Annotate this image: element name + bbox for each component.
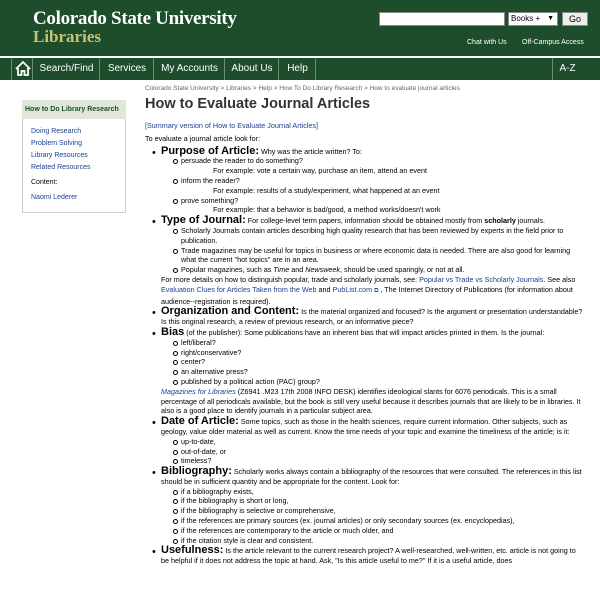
author-link[interactable]: Naomi Lederer bbox=[31, 194, 78, 201]
criterion-organization: • Organization and Content: Is the material organized and focused? Is the argument or presentation understandable? Is this original research, a review of previous research, or an informative piece? bbox=[152, 307, 585, 327]
site-header bbox=[0, 0, 600, 56]
list-item: an alternative press? bbox=[173, 367, 585, 377]
criterion-title: Bias bbox=[161, 325, 185, 338]
list-item: center? bbox=[173, 357, 585, 367]
breadcrumb[interactable]: Colorado State University > Libraries > Help > How To Do Library Research > How to evaluate journal articles bbox=[145, 85, 460, 92]
main-content bbox=[145, 119, 585, 567]
magazines-for-libraries-link[interactable]: Magazines for Libraries bbox=[161, 386, 236, 396]
sidebar bbox=[22, 100, 126, 560]
criterion-title: Purpose of Article: bbox=[161, 144, 259, 157]
list-item: if the citation style is clear and consistent. bbox=[173, 536, 585, 546]
university-logo[interactable]: Colorado State University bbox=[33, 8, 237, 29]
list-item: if a bibliography exists, bbox=[173, 487, 585, 497]
nav-help[interactable]: Help bbox=[280, 58, 316, 80]
criterion-title: Organization and Content: bbox=[161, 305, 300, 318]
criterion-title: Bibliography: bbox=[161, 465, 232, 478]
external-link-icon: ⧉ bbox=[374, 287, 379, 294]
list-item: if the bibliography is selective or comprehensive, bbox=[173, 506, 585, 516]
nav-about-us[interactable]: About Us bbox=[226, 58, 279, 80]
criterion-title: Date of Article: bbox=[161, 415, 239, 428]
list-item: published by a political action (PAC) group? bbox=[173, 377, 585, 387]
list-item: out-of-date, or bbox=[173, 447, 585, 457]
nav-services[interactable]: Services bbox=[101, 58, 154, 80]
off-campus-link[interactable]: Off-Campus Access bbox=[522, 39, 584, 46]
list-item: right/conservative? bbox=[173, 348, 585, 358]
criterion-type: • Type of Journal: For college-level term papers, information should be obtained mostly from scholarly journals. Scholarly Journals contain articles describing high quality research that has been reviewed by experts in the field prior to publication. Trade magazines may be useful for topics in business or where economic data is needed. There are also good for learning what the current "hot topics" are in an area. Popular magazines, such as Time and Newsweek, should be used sparingly, or not at all. For more details on how to distinguish popular, trade and scholarly journals, see: Popular vs Trade vs Scholarly Journals. See also Evaluation Clues for Articles Taken from the Web and PubList.com ⧉ , The Internet Directory of Publications (for information about audience--registration is required). bbox=[152, 216, 585, 306]
criterion-usefulness: • Usefulness: Is the article relevant to the current research project? A well-researched, well-written, etc. article is not going to be helpful if it does not address the topic at hand. Ask, "Is this article useful to me?" If it is a useful article, does bbox=[152, 546, 585, 566]
criterion-title: Type of Journal: bbox=[161, 214, 246, 227]
search-scope-select[interactable] bbox=[508, 12, 558, 26]
sidebar-links bbox=[22, 119, 126, 213]
list-item: Trade magazines may be useful for topics in business or where economic data is needed. There are also good for learning what the current "hot topics" are in an area. bbox=[173, 246, 585, 266]
criterion-date: • Date of Article: Some topics, such as those in the health sciences, require current information. Other subjects, such as geology, value older material as well as current. Know the time needs of your topic and examine the timeliness of the article; is it: up-to-date, out-of-date, or timeless? bbox=[152, 417, 585, 466]
evaluation-clues-link[interactable]: Evaluation Clues for Articles Taken from the Web bbox=[161, 284, 317, 294]
criterion-purpose: • Purpose of Article: Why was the article written? To: persuade the reader to do something? For example: vote a certain way, purchase an item, attend an event inform the reader? For example: results of a study/experiment, what happened at an event prove something? For example: that a behavior is bad/good, a method works/doesn't work bbox=[152, 147, 585, 216]
main-nav bbox=[0, 58, 600, 80]
list-item: up-to-date, bbox=[173, 437, 585, 447]
libraries-logo[interactable]: Libraries bbox=[33, 27, 101, 46]
list-item: Popular magazines, such as Time and Newsweek, should be used sparingly, or not at all. bbox=[173, 265, 585, 275]
list-item: if the bibliography is short or long, bbox=[173, 496, 585, 506]
popular-trade-scholarly-link[interactable]: Popular vs Trade vs Scholarly Journals bbox=[419, 274, 544, 284]
list-item: timeless? bbox=[173, 456, 585, 466]
chevron-down-icon: ▼ bbox=[547, 15, 554, 22]
sidebar-item-doing-research[interactable]: Doing Research bbox=[31, 128, 82, 135]
sidebar-item-related-resources[interactable]: Related Resources bbox=[31, 164, 91, 171]
home-button[interactable] bbox=[11, 58, 33, 80]
criteria-list bbox=[145, 144, 585, 566]
list-item: left/liberal? bbox=[173, 338, 585, 348]
search-input[interactable] bbox=[379, 12, 505, 26]
summary-link[interactable]: [Summary version of How to Evaluate Journal Articles] bbox=[145, 121, 318, 130]
chat-link[interactable]: Chat with Us bbox=[467, 39, 507, 46]
search-scope-value: Books + bbox=[511, 14, 541, 23]
list-item: if the references are primary sources (ex. journal articles) or only secondary sources (ex. encyclopedias), bbox=[173, 516, 585, 526]
nav-my-accounts[interactable]: My Accounts bbox=[155, 58, 225, 80]
publist-link[interactable]: PubList.com bbox=[332, 284, 373, 294]
list-item: persuade the reader to do something? For example: vote a certain way, purchase an item, attend an event bbox=[173, 156, 585, 176]
home-icon bbox=[12, 58, 34, 80]
criterion-bias: • Bias (of the publisher): Some publications have an inherent bias that will impact articles printed in them. Is the journal: left/liberal? right/conservative? center? an alternative press? published by a political action (PAC) group? Magazines for Libraries (Z6941 .M23 17th 2008 INFO DESK) identifies ideological slants for 6076 periodicals. This is a small percentage of all periodicals available, but the book is still very useful because it describes journals that are likely to be in libraries. It also is a good place to identify journals in a particular subject area. bbox=[152, 328, 585, 416]
a-z-link[interactable]: A-Z bbox=[552, 58, 582, 80]
list-item: Scholarly Journals contain articles describing high quality research that has been reviewed by experts in the field prior to publication. bbox=[173, 226, 585, 246]
content-label: Content: bbox=[31, 179, 58, 186]
sidebar-item-library-resources[interactable]: Library Resources bbox=[31, 152, 88, 159]
nav-search-find[interactable]: Search/Find bbox=[34, 58, 100, 80]
go-button[interactable]: Go bbox=[562, 12, 588, 26]
page-title: How to Evaluate Journal Articles bbox=[145, 96, 371, 112]
list-item: if the references are contemporary to the article or much older, and bbox=[173, 526, 585, 536]
intro-text: To evaluate a journal article look for: bbox=[145, 133, 261, 143]
sidebar-item-problem-solving[interactable]: Problem Solving bbox=[31, 140, 82, 147]
criterion-title: Usefulness: bbox=[161, 544, 224, 557]
more-details: For more details on how to distinguish popular, trade and scholarly journals, see: Popular vs Trade vs Scholarly Journals. See also Evaluation Clues for Articles Taken from the Web and PubList.com ⧉ , The Internet Directory of Publications (for information about audience--registration is required). bbox=[161, 274, 576, 306]
list-item: inform the reader? For example: results of a study/experiment, what happened at an event bbox=[173, 176, 585, 196]
list-item: prove something? For example: that a behavior is bad/good, a method works/doesn't work bbox=[173, 196, 585, 216]
sidebar-heading[interactable]: How to Do Library Research bbox=[22, 100, 126, 119]
criterion-bibliography: • Bibliography: Scholarly works always contain a bibliography of the resources that were consulted. The references in this list should be in sufficient quantity and be appropriate for the content. Look for: if a bibliography exists, if the bibliography is short or long, if the bibliography is selective or comprehensive, if the references are primary sources (ex. journal articles) or only secondary sources (ex. encyclopedias), if the references are contemporary to the article or much older, and if the citation style is clear and consistent. bbox=[152, 467, 585, 545]
magazines-for-libraries-note: Magazines for Libraries (Z6941 .M23 17th 2008 INFO DESK) identifies ideological slants for 6076 periodicals. This is a small percentage of all periodicals available, but the book is still very useful because it describes journals that are likely to be in libraries. It also is a good place to identify journals in a particular subject area. bbox=[161, 386, 581, 416]
